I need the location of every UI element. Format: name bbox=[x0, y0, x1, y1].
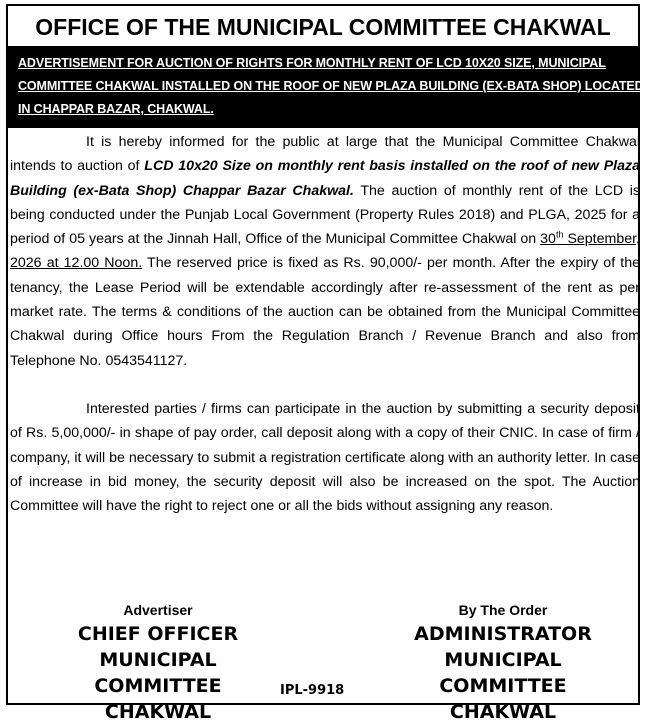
para1-part3: The reserved price is fixed as Rs. 90,000/- per month. After the expiry of the tenancy, the Lease Period will be extendable accordingly after re-assessment of the rent as per market rate. The terms & conditions of the auction can be obtained from the Municipal Committee Chakwal during Office hours From the Regulation Branch / Revenue Branch and also from Telephone No. 0543541127. bbox=[10, 255, 640, 369]
order-line-3: CHAKWAL bbox=[449, 701, 557, 723]
advertiser-line-1: CHIEF OFFICER bbox=[77, 623, 239, 645]
order-label: By The Order bbox=[458, 602, 548, 618]
advertiser-line-3: CHAKWAL bbox=[104, 701, 212, 723]
notice-title: OFFICE OF THE MUNICIPAL COMMITTEE CHAKWAL bbox=[8, 10, 638, 48]
advertiser-label: Advertiser bbox=[123, 602, 193, 618]
para1-part2: The auction of monthly rent of the LCD is being conducted under the Punjab Local Government (Property Rules 2018) and PLGA, 2025 for a period of 05 years at the Jinnah Hall, Office of the Municipal Committee Chakwal on bbox=[10, 182, 640, 248]
para1-emphasis: LCD 10x20 Size on monthly rent basis installed on the roof of new Plaza Building (ex-Bata Shop) Chappar Bazar Chakwal. bbox=[10, 158, 640, 199]
paragraph-2: Interested parties / firms can participate in the auction by submitting a security deposit of Rs. 5,00,000/- in shape of pay order, call deposit along with a copy of their CNIC. In case of firm / company, it will be necessary to submit a registration certificate along with an authority letter. In case of increase in bid money, the security deposit will also be increased on the spot. The Auction Committee will have the right to reject one or all the bids without assigning any reason. bbox=[10, 400, 640, 515]
notice-body bbox=[10, 130, 640, 518]
date-day: 30 bbox=[540, 231, 556, 248]
signature-advertiser bbox=[38, 599, 278, 725]
para1-part1: It is hereby informed for the public at large that the Municipal Committee Chakwal intends to auction of bbox=[10, 134, 640, 175]
subject-line-3: IN CHAPPAR BAZAR, CHAKWAL. bbox=[18, 102, 214, 116]
advertiser-line-2: MUNICIPAL COMMITTEE bbox=[94, 649, 222, 697]
subject-line-2: COMMITTEE CHAKWAL INSTALLED ON THE ROOF OF NEW PLAZA BUILDING (EX-BATA SHOP) LOCATED bbox=[18, 79, 644, 93]
order-line-1: ADMINISTRATOR bbox=[414, 623, 592, 645]
subject-banner bbox=[8, 48, 644, 128]
ipl-code: IPL-9918 bbox=[280, 683, 345, 698]
subject-line-1: ADVERTISEMENT FOR AUCTION OF RIGHTS FOR MONTHLY RENT OF LCD 10X20 SIZE, MUNICIPAL bbox=[18, 56, 606, 70]
date-rest: September, 2026 at 12.00 Noon. bbox=[10, 231, 641, 272]
signature-order bbox=[378, 599, 628, 725]
date-sup: th bbox=[555, 229, 564, 240]
order-line-2: MUNICIPAL COMMITTEE bbox=[439, 649, 567, 697]
paragraph-1 bbox=[10, 130, 640, 373]
